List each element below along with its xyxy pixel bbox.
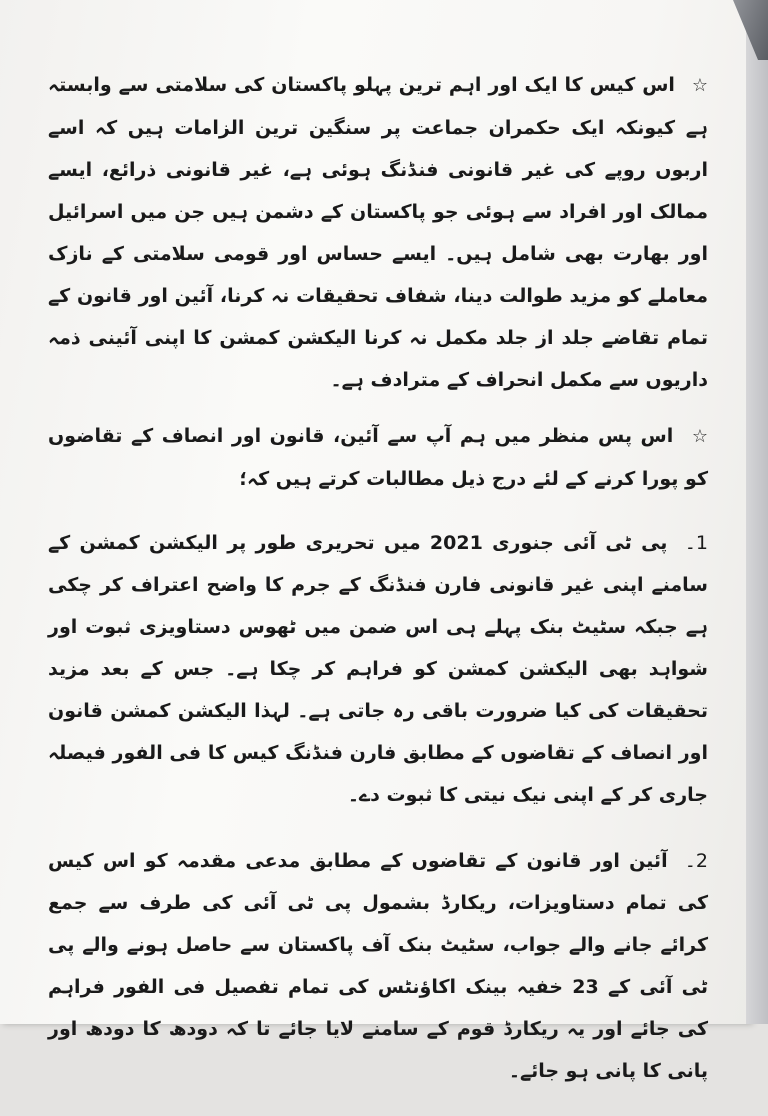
star-bullet-icon: ☆	[691, 75, 708, 96]
document-body	[48, 64, 708, 1116]
demand-text-2: آئین اور قانون کے تقاضوں کے مطابق مدعی مقدمہ کو اس کیس کی تمام دستاویزات، ریکارڈ بشمول پی ٹی آئی کی طرف سے جمع کرائے جانے والے جواب، سٹیٹ بنک آف پاکستان سے حاصل ہونے والے پی ٹی آئی کے 23 خفیہ بینک اکاؤنٹس کی تمام تفصیل فی الفور فراہم کی جائے اور یہ ریکارڈ قوم کے سامنے لایا جائے تا کہ دودھ کا دودھ اور پانی کا پانی ہو جائے۔	[48, 850, 708, 1082]
star-bullet-icon: ☆	[691, 426, 708, 447]
paragraph-security-text: اس کیس کا ایک اور اہم ترین پہلو پاکستان کی سلامتی سے وابستہ ہے کیونکہ ایک حکمران جماعت پر سنگین ترین الزامات ہیں کہ اسے اربوں روپے کی غیر قانونی فنڈنگ ہوئی ہے، غیر قانونی ذرائع، ایسے ممالک اور افراد سے ہوئی جو پاکستان کے دشمن ہیں جن میں اسرائیل اور بھارت بھی شامل ہیں۔ ایسے حساس اور قومی سلامتی کے نازک معاملے کو مزید طوالت دینا، شفاف تحقیقات نہ کرنا، آئین اور قانون کے تمام تقاضے جلد از جلد مکمل نہ کرنا الیکشن کمشن کا اپنی آئینی ذمہ داریوں سے مکمل انحراف کے مترادف ہے۔	[48, 74, 708, 391]
paragraph-security	[48, 64, 708, 401]
demand-item-1	[48, 522, 708, 816]
demand-text-1: پی ٹی آئی جنوری 2021 میں تحریری طور پر الیکشن کمشن کے سامنے اپنی غیر قانونی فارن فنڈنگ کے جرم کا واضح اعتراف کر چکی ہے جبکہ سٹیٹ بنک پہلے ہی اس ضمن میں ٹھوس دستاویزی ثبوت اور شواہد بھی الیکشن کمشن کو فراہم کر چکا ہے۔ جس کے بعد مزید تحقیقات کی کیا ضرورت باقی رہ جاتی ہے۔ لہذا الیکشن کمشن قانون اور انصاف کے تقاضوں کے مطابق فارن فنڈنگ کیس کا فی الفور فیصلہ جاری کر کے اپنی نیک نیتی کا ثبوت دے۔	[48, 532, 708, 806]
demand-number-2: 2۔	[684, 850, 708, 872]
background-page-edge	[746, 0, 768, 1024]
demand-number-1: 1۔	[684, 532, 709, 554]
paragraph-demands-intro-text: اس پس منظر میں ہم آپ سے آئین، قانون اور انصاف کے تقاضوں کو پورا کرنے کے لئے درج ذیل مطالبات کرتے ہیں کہ؛	[48, 425, 708, 490]
paragraph-demands-intro	[48, 415, 708, 500]
demand-item-2	[48, 840, 708, 1092]
